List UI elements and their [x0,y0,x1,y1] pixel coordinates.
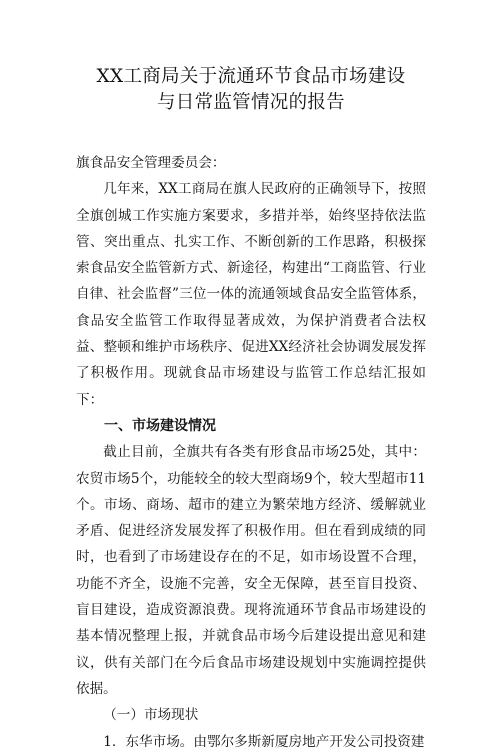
intro-paragraph: 几年来，XX工商局在旗人民政府的正确领导下，按照全旗创城工作实施方案要求，多措并举，始终坚持依法监管、突出重点、扎实工作、不断创新的工作思路，积极探索食品安全监管新方式、新途径，构建出“工商监管、行业自律、社会监督”三位一体的流通领域食品安全监管体系，食品安全监管工作取得显著成效，为保护消费者合法权益、整顿和维护市场秩序、促进XX经济社会协调发展发挥了积极作用。现就食品市场建设与监管工作总结汇报如下： [76,181,426,408]
document-title-line-2: 与日常监管情况的报告 [156,92,345,113]
title-block [76,64,426,116]
market-construction-paragraph: 截止目前，全旗共有各类有形食品市场25处，其中：农贸市场5个，功能较全的较大型商场9个，较大型超市11个。市场、商场、超市的建立为繁荣地方经济、缓解就业矛盾、促进经济发展发挥了积极作用。但在看到成绩的同时，也看到了市场建设存在的不足，如市场设置不合理，功能不齐全，设施不完善，安全无保障，甚至盲目投资、盲目建设，造成资源浪费。现将流通环节食品市场建设的基本情况整理上报，并就食品市场今后建设提出意见和建议，供有关部门在今后食品市场建设规划中实施调控提供依据。 [76,444,426,697]
subsection-heading-market-status: （一）市场现状 [103,707,199,724]
document-title-line-1: XX工商局关于流通环节食品市场建设 [96,66,406,87]
section-heading-market-construction: 一、市场建设情况 [104,417,216,434]
addressee: 旗食品安全管理委员会： [76,155,226,171]
donghua-market-paragraph: 1．东华市场。由鄂尔多斯新厦房地产开发公司投资建 [103,733,425,750]
